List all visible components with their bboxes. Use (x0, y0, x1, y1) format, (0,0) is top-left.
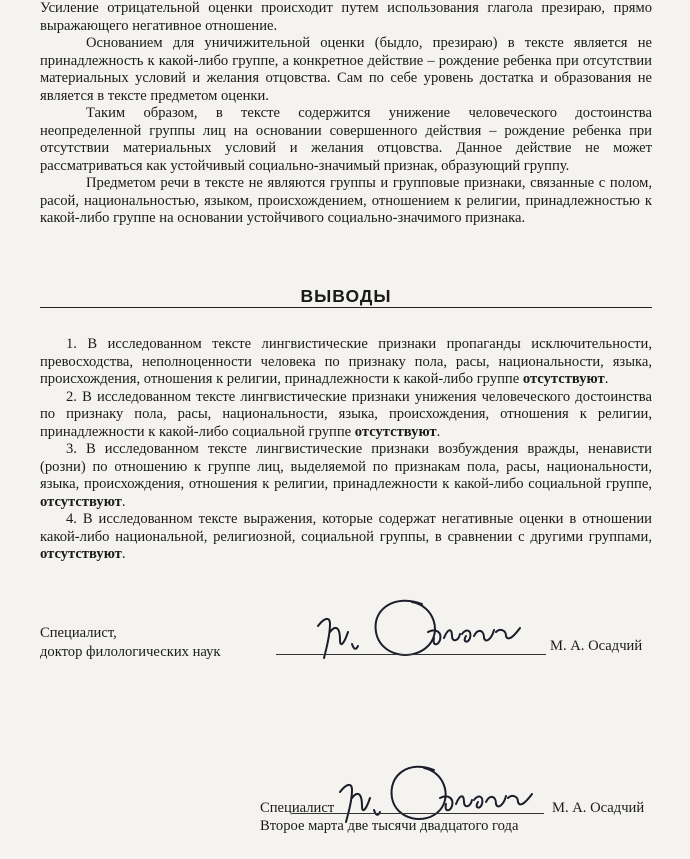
intro-paragraph: Предметом речи в тексте не являются группы и групповые признаки, связанные с полом, расой, национальностью, языком, происхождением, отношением к религии, принадлежностью к какой-либо группе на основании устойчивого социально-значимого признака. (40, 175, 652, 226)
conclusion-item: 3. В исследованном тексте лингвистические признаки возбуждения вражды, ненависти (розни) по отношению к группе лиц, выделяемой по признакам пола, расы, национальности, языка, происхождения, отношения к религии, принадлежности к какой-либо социальной группе, отсутствуют. (40, 441, 652, 510)
conclusion-item: 1. В исследованном тексте лингвистические признаки пропаганды исключительности, превосходства, неполноценности человека по признаку пола, расы, национальности, языка, происхождения, отношения к религии, принадлежности к какой-либо группе отсутствуют. (40, 336, 652, 387)
signer-name: М. А. Осадчий (550, 638, 643, 654)
section-heading: ВЫВОДЫ (300, 286, 392, 306)
intro-paragraph: Усиление отрицательной оценки происходит путем использования глагола презираю, прямо выражающего негативное отношение. (40, 0, 652, 34)
intro-text (40, 0, 652, 228)
signature-line (292, 813, 544, 814)
conclusions-list (40, 336, 652, 564)
signer-name: М. А. Осадчий (552, 800, 645, 816)
signer-role: Специалист (260, 800, 335, 816)
heading-rule (40, 307, 652, 308)
intro-paragraph: Таким образом, в тексте содержится унижение человеческого достоинства неопределенной группы лиц на основании совершенного действия – рождение ребенка при отсутствии материальных условий и желания отцовства. Данное действие не может рассматриваться как устойчивый социально-значимый признак, образующий группу. (40, 105, 652, 174)
conclusion-item: 4. В исследованном тексте выражения, которые содержат негативные оценки в отношении какой-либо национальной, религиозной, социальной группы, в сравнении с другими группами, отсутствуют. (40, 511, 652, 562)
signature-line (276, 654, 546, 655)
signer-role: Специалист, доктор филологических наук (40, 625, 221, 660)
intro-paragraph: Основанием для уничижительной оценки (быдло, презираю) в тексте является не принадлежность к какой-либо группе, а конкретное действие – рождение ребенка при отсутствии материальных условий и желания отцовства. Сам по себе уровень достатка и образования не является в тексте предметом оценки. (40, 35, 652, 104)
signature-date: Второе марта две тысячи двадцатого года (260, 818, 519, 834)
conclusion-item: 2. В исследованном тексте лингвистические признаки унижения человеческого достоинства по признаку пола, расы, национальности, языка, происхождения, отношения к религии, принадлежности к какой-либо социальной группе отсутствуют. (40, 388, 652, 440)
